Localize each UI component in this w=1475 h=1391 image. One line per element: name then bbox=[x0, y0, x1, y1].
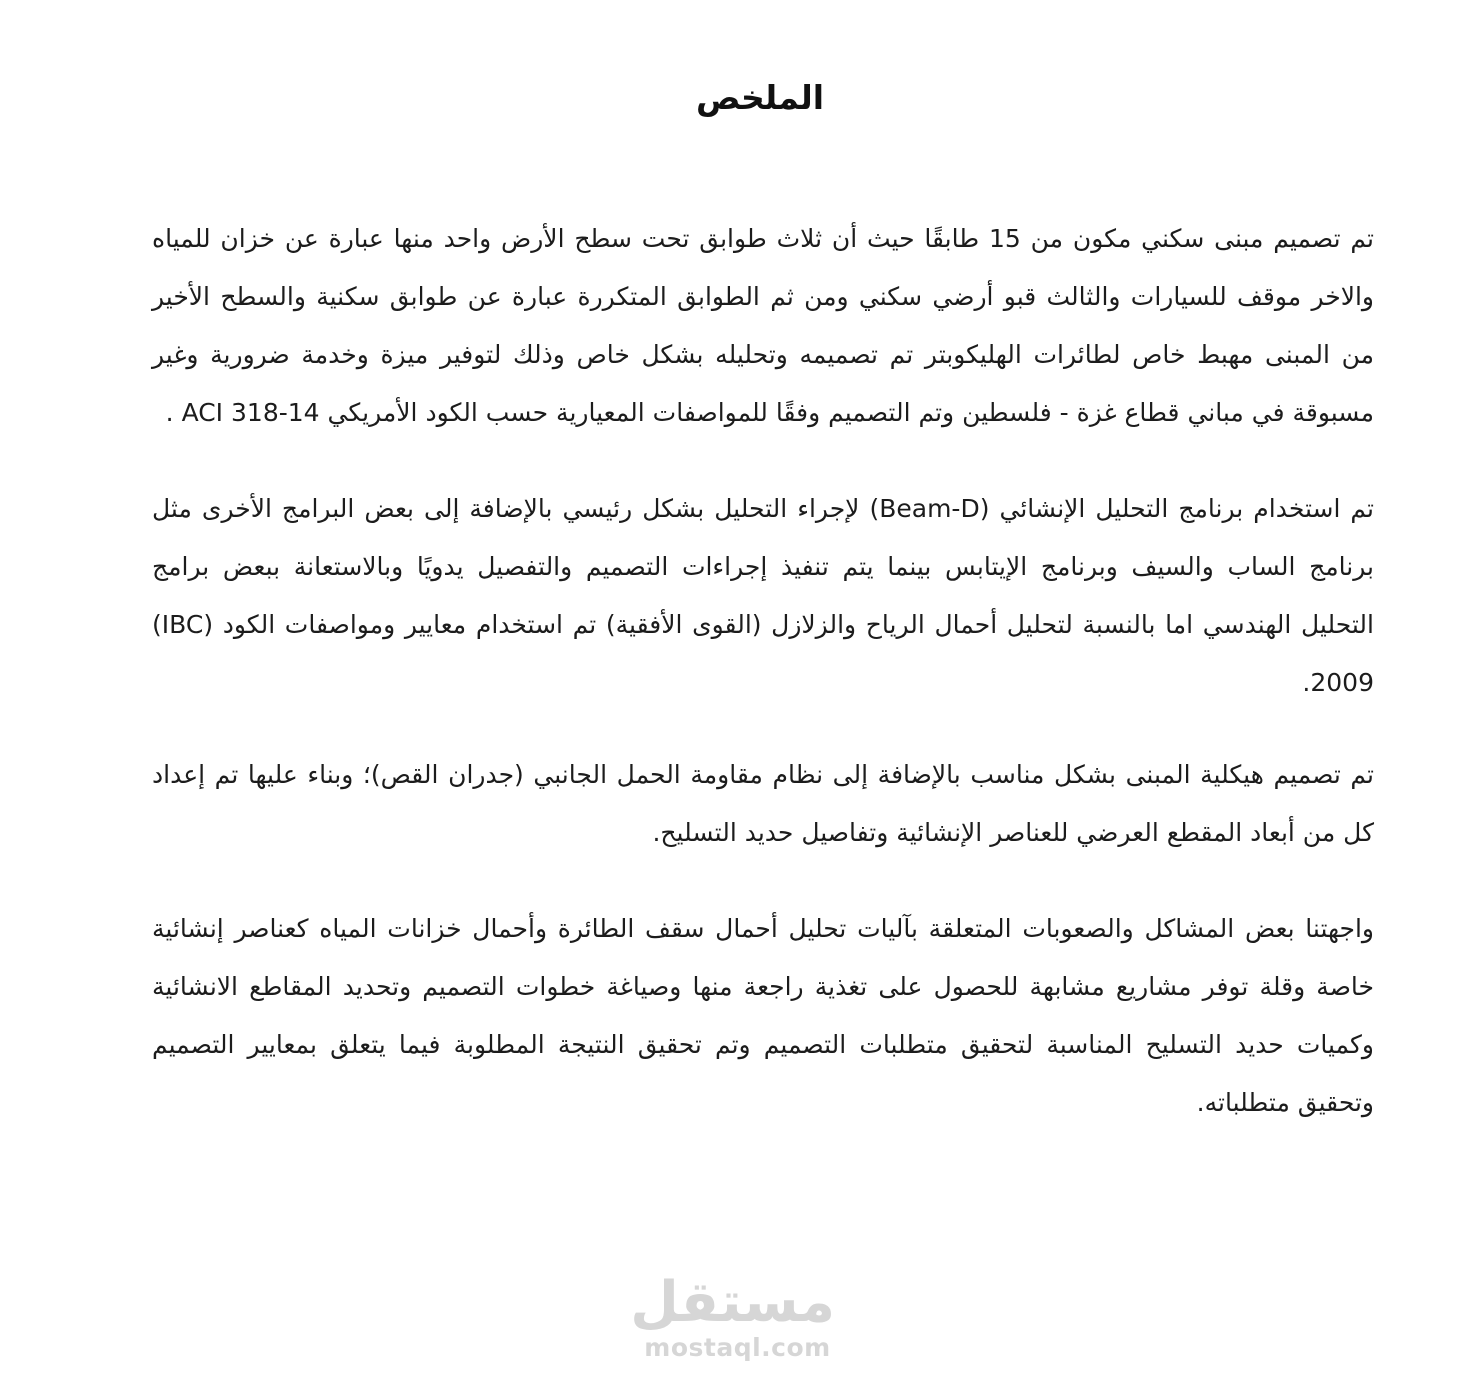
watermark-logo-text: مستقل bbox=[630, 1270, 835, 1335]
watermark-url-text: mostaql.com bbox=[644, 1333, 831, 1362]
abstract-paragraph-1: تم تصميم مبنى سكني مكون من 15 طابقًا حيث أن ثلاث طوابق تحت سطح الأرض واحد منها عبارة عن خزان للمياه والاخر موقف للسيارات والثالث قبو أرضي سكني ومن ثم الطوابق المتكررة عبارة عن طوابق سكنية والسطح الأخير من المبنى مهبط خاص لطائرات الهليكوبتر تم تصميمه وتحليله بشكل خاص وذلك لتوفير ميزة وخدمة ضرورية وغير مسبوقة في مباني قطاع غزة - فلسطين وتم التصميم وفقًا للمواصفات المعيارية حسب الكود الأمريكي ACI 318-14 . bbox=[152, 224, 1374, 427]
mostaql-watermark bbox=[630, 1270, 835, 1362]
abstract-paragraph-4: واجهتنا بعض المشاكل والصعوبات المتعلقة بآليات تحليل أحمال سقف الطائرة وأحمال خزانات المياه كعناصر إنشائية خاصة وقلة توفر مشاريع مشابهة للحصول على تغذية راجعة منها وصياغة خطوات التصميم وتحديد المقاطع الانشائية وكميات حديد التسليح المناسبة لتحقيق متطلبات التصميم وتم تحقيق النتيجة المطلوبة فيما يتعلق بمعايير التصميم وتحقيق متطلباته. bbox=[152, 914, 1374, 1117]
abstract-paragraph-2: تم استخدام برنامج التحليل الإنشائي (Beam-D) لإجراء التحليل بشكل رئيسي بالإضافة إلى بعض البرامج الأخرى مثل برنامج الساب والسيف وبرنامج الإيتابس بينما يتم تنفيذ إجراءات التصميم والتفصيل يدويًا وبالاستعانة ببعض برامج التحليل الهندسي اما بالنسبة لتحليل أحمال الرياح والزلازل (القوى الأفقية) تم استخدام معايير ومواصفات الكود (IBC) 2009. bbox=[152, 494, 1375, 697]
abstract-paragraph-3: تم تصميم هيكلية المبنى بشكل مناسب بالإضافة إلى نظام مقاومة الحمل الجانبي (جدران القص)؛ وبناء عليها تم إعداد كل من أبعاد المقطع العرضي للعناصر الإنشائية وتفاصيل حديد التسليح. bbox=[152, 760, 1374, 847]
page-title: الملخص bbox=[695, 78, 825, 117]
